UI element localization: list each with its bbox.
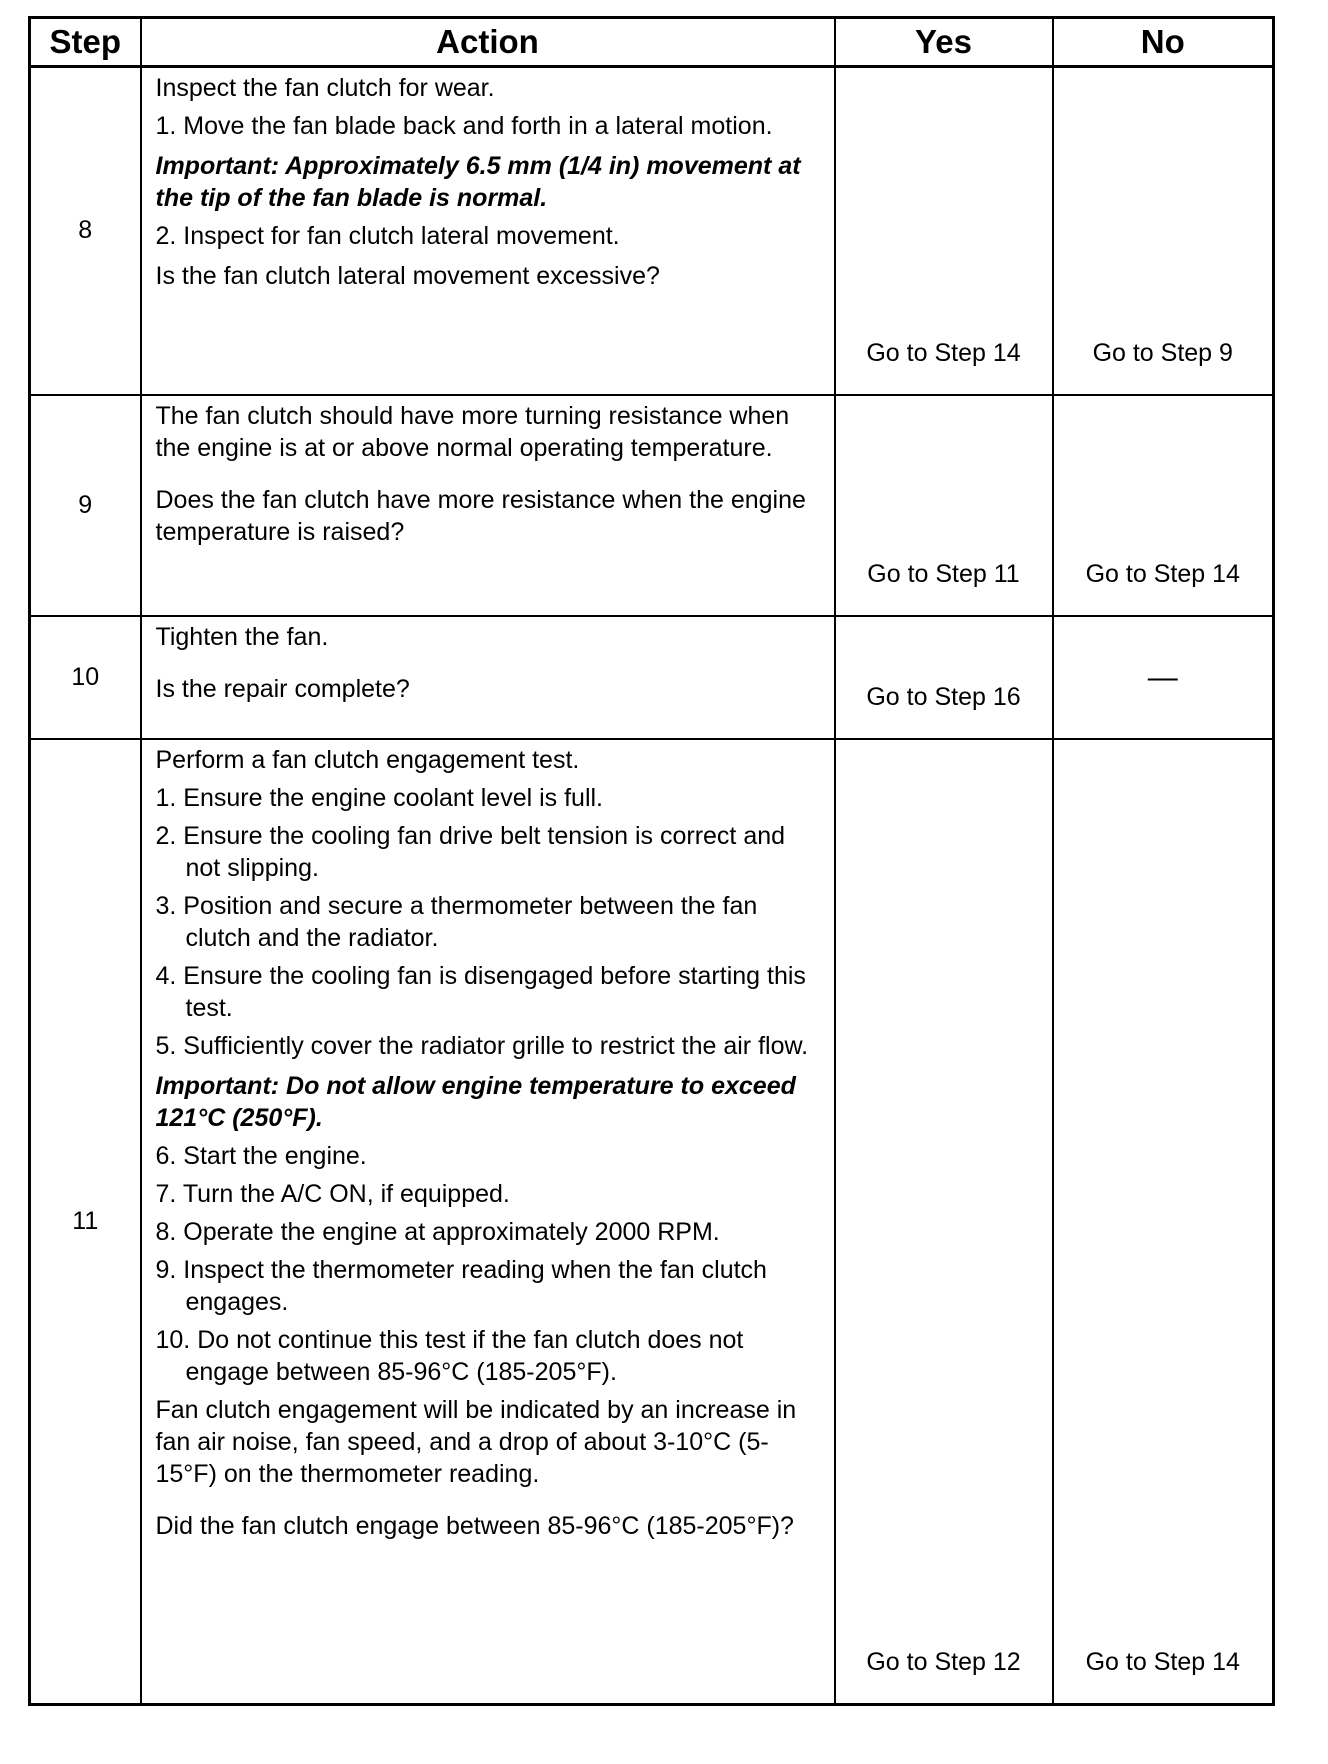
yes-result: Go to Step 14 (835, 67, 1053, 395)
action-item: 10. Do not continue this test if the fan clutch does not engage between 85-96°C (185-205°F). (155, 1325, 744, 1386)
yes-result: Go to Step 11 (835, 395, 1053, 616)
action-cell (141, 616, 835, 739)
diagnostic-table-page (28, 16, 1272, 1706)
action-intro: Tighten the fan. (155, 622, 329, 651)
action-cell (141, 739, 835, 1705)
action-cell (141, 67, 835, 395)
step-number: 8 (30, 67, 141, 395)
table-row-step-11 (30, 739, 1274, 1705)
action-question: Does the fan clutch have more resistance when the engine temperature is raised? (155, 485, 806, 546)
action-cell (141, 395, 835, 616)
action-item: 1. Ensure the engine coolant level is full. (155, 783, 603, 812)
action-intro: Perform a fan clutch engagement test. (155, 745, 580, 774)
diagnostic-table (28, 16, 1275, 1706)
no-result: Go to Step 14 (1053, 395, 1274, 616)
action-item: 2. Ensure the cooling fan drive belt tension is correct and not slipping. (155, 821, 786, 882)
action-item: 8. Operate the engine at approximately 2000 RPM. (155, 1217, 720, 1246)
table-row-step-9 (30, 395, 1274, 616)
no-result: Go to Step 9 (1053, 67, 1274, 395)
header-step: Step (30, 18, 141, 67)
header-row (30, 18, 1274, 67)
action-question: Is the repair complete? (155, 674, 410, 703)
header-no: No (1053, 18, 1274, 67)
no-result: — (1053, 616, 1274, 739)
action-item: 2. Inspect for fan clutch lateral movement. (155, 222, 620, 250)
step-number: 9 (30, 395, 141, 616)
action-item: 7. Turn the A/C ON, if equipped. (155, 1179, 510, 1208)
table-row-step-10 (30, 616, 1274, 739)
important-note: Important: Do not allow engine temperature to exceed 121°C (250°F). (155, 1071, 796, 1132)
yes-result: Go to Step 12 (835, 739, 1053, 1705)
yes-result: Go to Step 16 (835, 616, 1053, 739)
step-number: 10 (30, 616, 141, 739)
action-item: 5. Sufficiently cover the radiator grille to restrict the air flow. (155, 1031, 809, 1060)
header-action: Action (141, 18, 835, 67)
important-note: Important: Approximately 6.5 mm (1/4 in) movement at the tip of the fan blade is normal. (155, 152, 801, 212)
step-number: 11 (30, 739, 141, 1705)
engagement-note: Fan clutch engagement will be indicated by an increase in fan air noise, fan speed, and a drop of about 3-10°C (5-15°F) on the thermometer reading. (155, 1395, 797, 1488)
action-question: Did the fan clutch engage between 85-96°C (185-205°F)? (155, 1511, 794, 1540)
action-question: Is the fan clutch lateral movement excessive? (155, 262, 660, 290)
no-result: Go to Step 14 (1053, 739, 1274, 1705)
action-item: 9. Inspect the thermometer reading when the fan clutch engages. (155, 1255, 767, 1316)
action-intro: The fan clutch should have more turning resistance when the engine is at or above normal operating temperature. (155, 401, 790, 462)
action-item: 6. Start the engine. (155, 1141, 367, 1170)
action-item: 3. Position and secure a thermometer between the fan clutch and the radiator. (155, 891, 758, 952)
action-item: 4. Ensure the cooling fan is disengaged before starting this test. (155, 961, 806, 1022)
table-row-step-8 (30, 67, 1274, 395)
action-item: 1. Move the fan blade back and forth in a lateral motion. (155, 112, 773, 140)
action-intro: Inspect the fan clutch for wear. (155, 74, 495, 102)
header-yes: Yes (835, 18, 1053, 67)
